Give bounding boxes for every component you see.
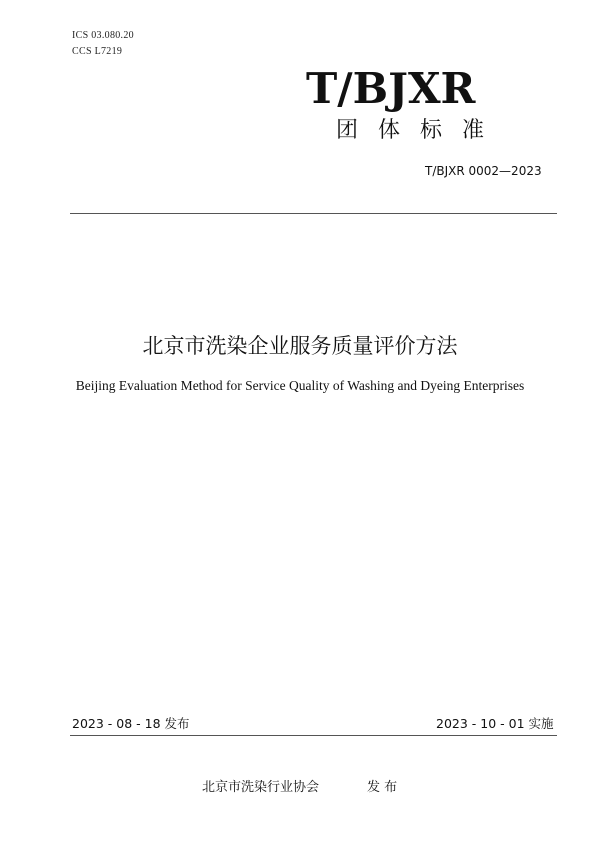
standard-number: T/BJXR 0002—2023 [425,164,542,178]
implementation-date: 2023 - 10 - 01 实施 [436,716,554,731]
publisher-name: 北京市洗染行业协会 [202,780,320,795]
document-title-cn: 北京市洗染企业服务质量评价方法 [142,334,458,358]
footer-divider [70,735,557,736]
header-divider [70,213,557,214]
issue-date: 2023 - 08 - 18 发布 [72,716,190,731]
publish-label: 发 布 [367,780,398,795]
standard-type: 团体标准 [336,118,505,143]
ccs-code: CCS L7219 [72,46,123,57]
standard-code-logo: T/BJXR [306,64,476,113]
document-title-en: Beijing Evaluation Method for Service Quality of Washing and Dyeing Enterprises [75,378,525,393]
ics-code: ICS 03.080.20 [72,30,134,41]
